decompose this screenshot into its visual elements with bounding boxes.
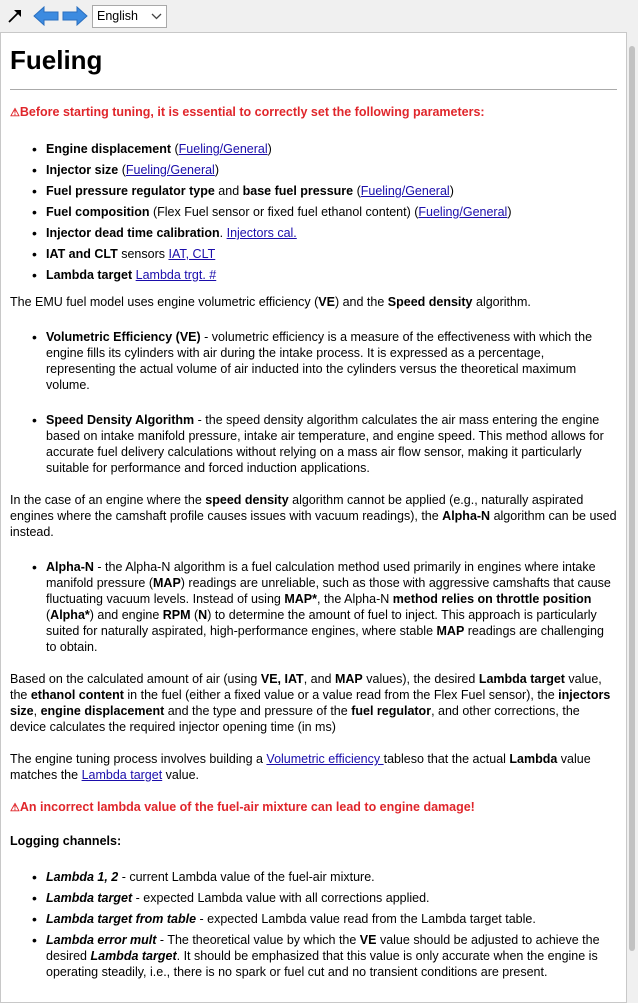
scrollbar-thumb[interactable] [629,46,635,951]
warning-icon: ⚠ [10,107,20,119]
link-iat-clt[interactable]: IAT, CLT [168,247,216,261]
list-item: • Volumetric Efficiency (VE) - volumetric efficiency is a measure of the effectiveness with which the engine fills its cylinders with air during the intake process. It is expressed as a percentage, representing the actual volume of air inducted into the cylinders versus the theoretical maximum volume. [10,329,617,393]
list-item: • Lambda target from table - expected Lambda value read from the Lambda target table. [10,911,617,927]
list-item: • Lambda target Lambda trgt. # [10,267,617,283]
link-fueling-general[interactable]: Fueling/General [178,142,268,156]
warning-params: ⚠Before starting tuning, it is essential to correctly set the following parameters: [10,105,485,119]
list-item: • Engine displacement (Fueling/General) [10,141,617,157]
params-list [10,141,617,283]
expand-arrow-icon [7,8,23,24]
list-item: • Fuel pressure regulator type and base fuel pressure (Fueling/General) [10,183,617,199]
paragraph-tuning-process: The engine tuning process involves building a Volumetric efficiency tableso that the actual Lambda value matches the Lambda target value. [10,752,591,782]
paragraph-alpha-n-intro: In the case of an engine where the speed density algorithm cannot be applied (e.g., naturally aspirated engines where the camshaft profile causes issues with vacuum readings), the Alpha-N algorithm can be used instead. [10,493,617,539]
forward-arrow-icon [62,6,88,26]
language-select-value: English [97,9,138,23]
warning-icon: ⚠ [10,802,20,814]
expand-button[interactable] [4,4,26,28]
forward-button[interactable] [61,4,89,28]
chevron-down-icon [151,11,162,22]
help-content[interactable] [0,32,627,1003]
link-fueling-general[interactable]: Fueling/General [125,163,215,177]
link-injectors-cal[interactable]: Injectors cal. [226,226,297,240]
list-item: • Lambda error mult - The theoretical value by which the VE value should be adjusted to achieve the desired Lambda target. It should be emphasized that this value is only accurate when the engine is operating steadily, i.e., there is no spark or fuel cut and no transient conditions are present. [10,932,617,980]
list-item: • Injector dead time calibration. Injectors cal. [10,225,617,241]
list-item: • Alpha-N - the Alpha-N algorithm is a fuel calculation method used primarily in engines where intake manifold pressure (MAP) readings are unreliable, such as those with aggressive camshafts that cause fluctuating vacuum levels. Instead of using MAP*, the Alpha-N method relies on throttle position (Alpha*) and engine RPM (N) to determine the amount of fuel to inject. This approach is particularly suited for naturally aspirated, high-performance engines, where stable MAP readings are challenging to obtain. [10,559,617,655]
list-item: • Injector size (Fueling/General) [10,162,617,178]
toolbar [0,0,638,32]
link-lambda-target[interactable]: Lambda target [81,768,163,782]
list-item: • Speed Density Algorithm - the speed density algorithm calculates the air mass entering the engine based on intake manifold pressure, intake air temperature, and engine speed. This method allows for accurate fuel delivery calculations without relying on a mass air flow sensor, making it particularly suitable for performance and forced induction applications. [10,412,617,476]
back-arrow-icon [33,6,59,26]
vertical-scrollbar[interactable] [627,32,638,1003]
title-divider [10,89,617,90]
paragraph-fuel-model: The EMU fuel model uses engine volumetric efficiency (VE) and the Speed density algorithm. [10,295,531,309]
channels-list [10,869,617,980]
logging-channels-title: Logging channels: [10,834,122,848]
list-item: • Lambda target - expected Lambda value with all corrections applied. [10,890,617,906]
paragraph-calculation: Based on the calculated amount of air (using VE, IAT, and MAP values), the desired Lambda target value, the ethanol content in the fuel (either a fixed value or a value read from the Flex Fuel sensor), the injectors size, engine displacement and the type and pressure of the fuel regulator, and other corrections, the device calculates the required injector opening time (in ms) [10,672,611,734]
language-select[interactable] [92,5,167,28]
warning-engine-damage: ⚠An incorrect lambda value of the fuel-air mixture can lead to engine damage! [10,800,475,814]
page-title: Fueling [10,45,103,75]
link-lambda-trgt[interactable]: Lambda trgt. # [135,268,217,282]
link-volumetric-efficiency[interactable]: Volumetric efficiency [266,752,384,766]
alpha-n-list [10,559,617,655]
link-fueling-general[interactable]: Fueling/General [360,184,450,198]
back-button[interactable] [32,4,60,28]
link-fueling-general[interactable]: Fueling/General [418,205,508,219]
list-item: • Lambda 1, 2 - current Lambda value of the fuel-air mixture. [10,869,617,885]
list-item: • Fuel composition (Flex Fuel sensor or fixed fuel ethanol content) (Fueling/General) [10,204,617,220]
models-list [10,329,617,476]
list-item: • IAT and CLT sensors IAT, CLT [10,246,617,262]
